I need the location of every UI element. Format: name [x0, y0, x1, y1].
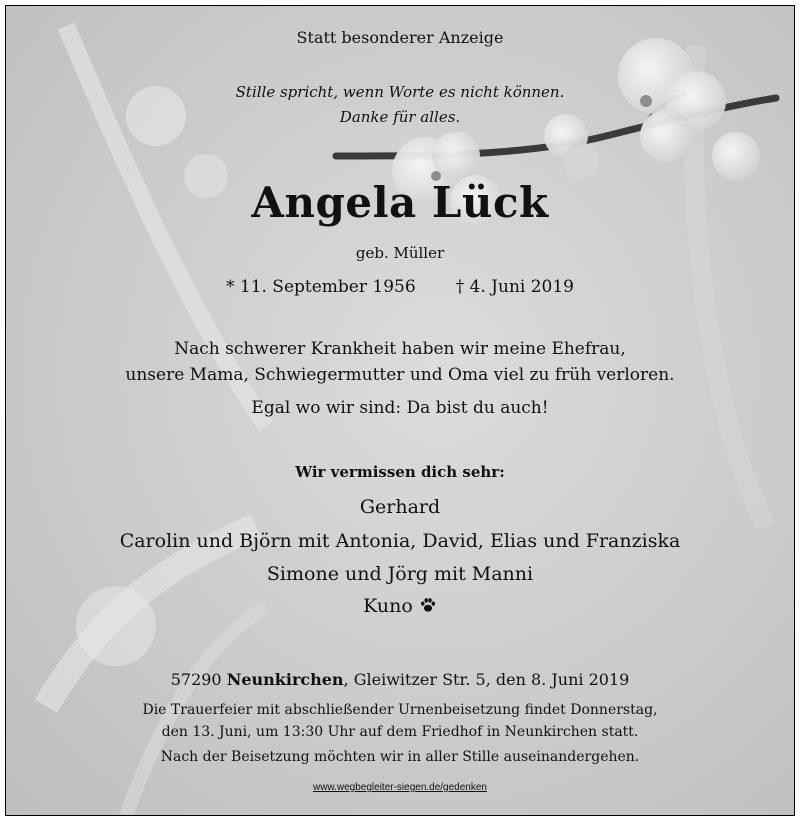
mourner-name: Gerhard [359, 496, 441, 518]
mourner-name: Carolin und Björn mit Antonia, David, Elias und Franziska [119, 530, 681, 552]
death-date: † 4. Juni 2019 [455, 277, 575, 297]
message-line-1: Nach schwerer Krankheit haben wir meine Ehefrau, [174, 339, 626, 359]
city: Neunkirchen [226, 670, 344, 689]
mourner-pet [6, 595, 794, 617]
address: , Gleiwitzer Str. 5, den [343, 670, 531, 689]
place-and-date [6, 670, 794, 689]
header-notice: Statt besonderer Anzeige [296, 28, 504, 47]
funeral-info-line-1: Die Trauerfeier mit abschließender Urnenbeisetzung findet Donnerstag, [142, 702, 658, 718]
mourners-heading: Wir vermissen dich sehr: [295, 463, 505, 481]
notice-date: 8. Juni 2019 [531, 670, 630, 689]
funeral-info-line-3: Nach der Beisetzung möchten wir in aller Stille auseinandergehen. [160, 749, 640, 765]
message-line-2: unsere Mama, Schwiegermutter und Oma viel zu früh verloren. [125, 365, 675, 385]
birth-name: geb. Müller [355, 244, 445, 262]
life-dates [6, 277, 794, 297]
obituary-text [6, 6, 794, 815]
paw-icon [419, 596, 437, 614]
deceased-name: Angela Lück [251, 178, 549, 227]
quote-line-1: Stille spricht, wenn Worte es nicht können. [235, 83, 565, 101]
postcode: 57290 [170, 670, 222, 689]
birth-date: * 11. September 1956 [225, 277, 416, 297]
quote-line-2: Danke für alles. [339, 108, 461, 126]
message-line-3: Egal wo wir sind: Da bist du auch! [251, 398, 549, 418]
mourner-name: Simone und Jörg mit Manni [266, 563, 534, 585]
obituary-card [5, 5, 795, 816]
mourner-name: Kuno [363, 595, 413, 617]
funeral-info-line-2: den 13. Juni, um 13:30 Uhr auf dem Friedhof in Neunkirchen statt. [161, 724, 639, 740]
footer-link[interactable]: www.wegbegleiter-siegen.de/gedenken [312, 782, 487, 793]
